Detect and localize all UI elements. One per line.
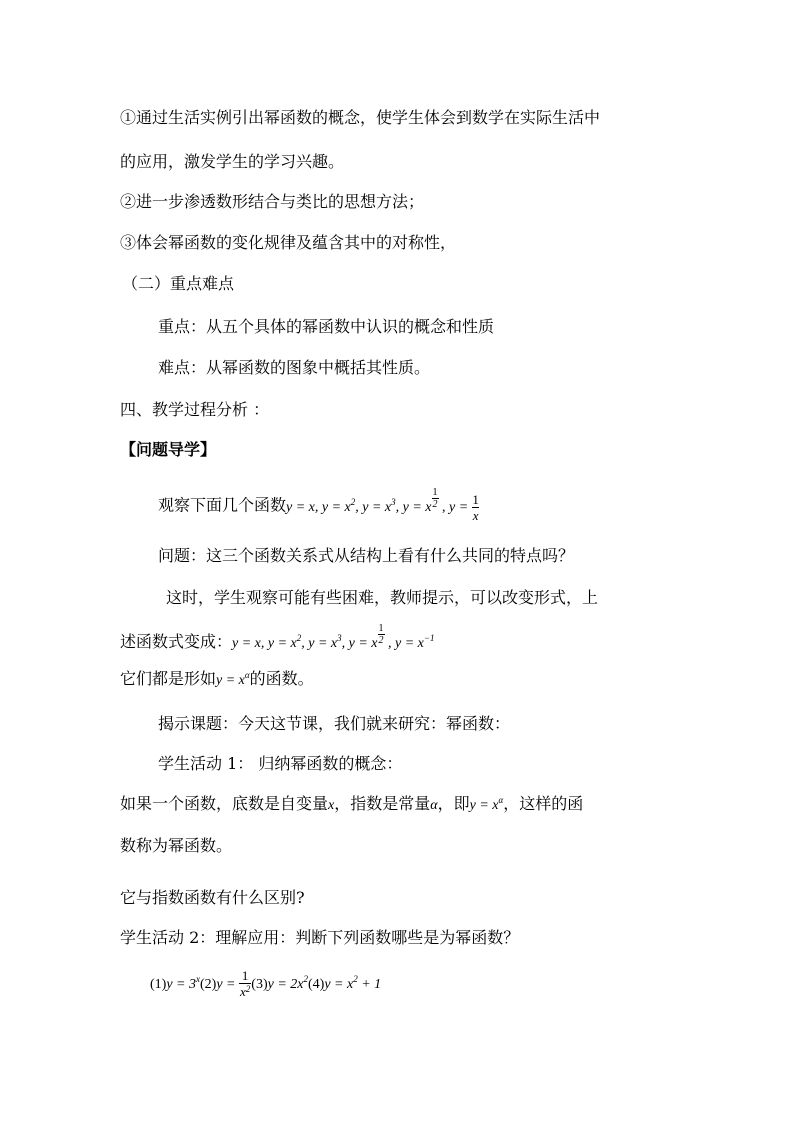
difficulty: 难点：从幂函数的图象中概括其性质。: [158, 358, 431, 377]
key-point: 重点：从五个具体的幂函数中认识的概念和性质: [158, 317, 495, 336]
problem-guide-heading: 【问题导学】: [120, 440, 217, 459]
activity2-items: [150, 968, 381, 1001]
activity1-formula: $y = x^\alpha$: [469, 795, 504, 813]
para2: ②进一步渗透数形结合与类比的思想方法；: [120, 192, 425, 211]
section-teaching-process: 四、教学过程分析 ：: [120, 400, 270, 419]
observe-prefix: 观察下面几个函数: [158, 495, 287, 515]
hint-line2: [120, 623, 435, 655]
hint-formula: y = x, $y = x^2$, $y = x^3$, y = x $\frac{1}{2}$ , $y = x^{-1}$: [232, 623, 435, 651]
difference-question: 它与指数函数有什么区别?: [120, 888, 305, 907]
activity1-title: 学生活动 1： 归纳幂函数的概念：: [158, 754, 403, 773]
para1-line1: ①通过生活实例引出幂函数的概念，使学生体会到数学在实际生活中: [120, 108, 601, 127]
activity1-line1: 如果一个函数，底数是自变量x，指数是常量α，即$y = x^\alpha$，这样的函: [120, 794, 584, 813]
question: 问题：这三个函数关系式从结构上看有什么共同的特点吗？: [158, 546, 575, 565]
activity2-formulas: $(1)y = 3^x(2)y$ = $\frac{1}{x^2}$ $(3)y = 2x^2(4)y = x^2 + 1$: [150, 968, 382, 999]
para3: ③体会幂函数的变化规律及蕴含其中的对称性，: [120, 233, 457, 252]
para1-line2: 的应用，激发学生的学习兴趣。: [120, 152, 345, 171]
observe-line: [158, 487, 479, 523]
activity2-title: 学生活动 2：理解应用：判断下列函数哪些是为幂函数？: [120, 928, 520, 947]
activity1-line2: 数称为幂函数。: [120, 836, 233, 855]
key-points-heading: （二）重点难点: [122, 274, 235, 293]
form-line: 它们都是形如$y = x^\alpha$的函数。: [120, 669, 314, 688]
hint-prefix: 述函数式变成：: [120, 632, 233, 651]
observe-formula: y = x, $y = x^2$, $y = x^3$, y = x $\frac{1}{2}$ , y = $\frac{1}{x}$: [286, 487, 479, 523]
form-formula: $y = x^\alpha$: [216, 670, 250, 688]
var-alpha: α: [430, 798, 438, 813]
topic: 揭示课题：今天这节课，我们就来研究：幂函数：: [158, 714, 511, 733]
hint-line1: 这时，学生观察可能有些困难，教师提示，可以改变形式，上: [166, 588, 599, 607]
var-x: x: [328, 798, 335, 813]
